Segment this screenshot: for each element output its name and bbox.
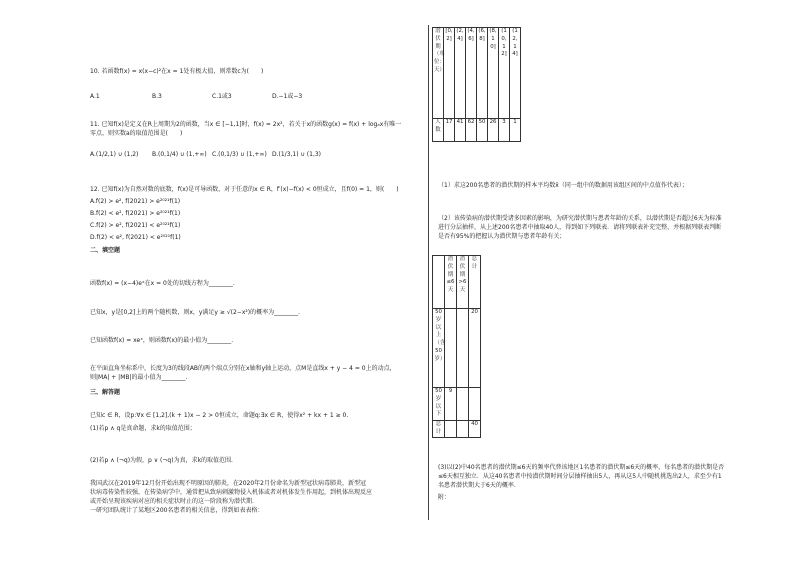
q17-part1: (1)若p ∧ q是真命题，求k的取值范围；: [90, 425, 196, 432]
table-column-header: 潜伏期>6天: [457, 256, 469, 309]
table-row: [433, 309, 481, 388]
table-column-header: (12,14]: [510, 28, 521, 119]
q10-option-b: B.3: [152, 93, 162, 100]
q17-part2: (2)若p ∧ (¬q)为假，p ∨ (¬q)为真，求k的取值范围.: [90, 457, 233, 464]
q11-stem-2: 零点，则实数a的取值范围是( ): [90, 130, 183, 137]
table-column-header: (2,4]: [455, 28, 466, 119]
table-cell: [457, 309, 469, 388]
q11-option-d: D.(1/3,1) ∪ (1,3): [272, 151, 322, 158]
fill-question-16: 在平面直角坐标系中，长度为3的线段AB的两个端点分别在x轴和y轴上运动，点M是直线x + y − 4 = 0上的动点，: [90, 365, 396, 372]
q18-part1: （1）求这200名患者的潜伏期的样本平均数x̄（同一组中的数据用该组区间的中点值作代表）；: [438, 182, 688, 189]
q12-option-a: A.f(2) > e², f(2021) > e²⁰²¹f(1): [90, 198, 181, 205]
q11-stem: 11. 已知f(x)是定义在R上周期为2的函数，当x ∈ [−1,1]时，f(x) = 2x²，若关于x的函数g(x) = f(x) + logₐx有唯一: [90, 121, 402, 128]
fill-question-13: 函数f(x) = (x−4)eˣ在x = 0处的切线方程为________.: [90, 280, 235, 287]
q18-line2: 状病毒传染性较强，在传染病学中，通常把从致病刺激物侵入机体或者对机体发生作用起，到机体出现反应: [90, 489, 373, 496]
table-corner-cell: [433, 256, 445, 309]
table-row-label: 50岁以上（含50岁）: [433, 309, 445, 388]
q18-part3-line3: 名患者潜伏期大于6天的概率.: [438, 482, 516, 489]
incubation-table: [432, 27, 521, 142]
table-column-header: 总计: [469, 256, 481, 309]
table-row-label: 人数: [433, 119, 444, 142]
table-cell: 3: [499, 119, 510, 142]
fill-question-15: 已知函数f(x) = xeˣ，则函数f(x)的最小值为________.: [90, 337, 234, 344]
q18-part2-line1: （2）该传染病的潜伏期受诸多因素的影响，为研究潜伏期与患者年龄的关系，以潜伏期是否超过6天为标准: [438, 215, 722, 222]
fill-question-16-line2: 则|MA| + |MB|的最小值为________.: [90, 374, 188, 381]
table-column-header: (4,6]: [466, 28, 477, 119]
table-cell: [457, 388, 469, 421]
table-column-header: (6,8]: [477, 28, 488, 119]
table-cell: 62: [466, 119, 477, 142]
table-column-header: 潜伏期≤6天: [445, 256, 457, 309]
table-cell: 1: [510, 119, 521, 142]
table-cell: 41: [455, 119, 466, 142]
table-cell: [445, 421, 457, 438]
q10-option-c: C.1或3: [212, 93, 232, 100]
fill-question-14: 已知x，y是[0,2]上的两个随机数，则x，y满足y ≥ √(2−x²)的概率为________.: [90, 309, 301, 316]
q12-option-d: D.f(2) < e², f(2021) < e²⁰²¹f(1): [90, 234, 181, 241]
table-row: [433, 119, 521, 142]
q18-part3-line2: ≤6天相互独立．从这40名患者中按潜伏期时间分层抽样抽出5人，再从这5人中随机挑选出2人，求至少有1: [438, 473, 722, 480]
q18-part2-line3: 是否有95%的把握认为潜伏期与患者年龄有关；: [438, 233, 566, 240]
q11-option-a: A.(1/2,1) ∪ (1,2): [90, 151, 139, 158]
section-answer-heading: 三、解答题: [90, 389, 121, 396]
table-cell: 50: [477, 119, 488, 142]
table-cell: 20: [469, 309, 481, 388]
q18-line1: 我国武汉在2019年12月份开始出现不明原因的肺炎，在2020年2月份命名为新型冠状病毒肺炎，新型冠: [90, 480, 366, 487]
q18-part2-line2: 进行分层抽样，从上述200名患者中抽取40人，得到如下列联表．请将列联表补充完整，并根据列联表判断: [438, 224, 722, 231]
appendix-label: 附：: [438, 494, 451, 501]
table-cell: 40: [469, 421, 481, 438]
q12-stem: 12. 已知f(x)为自然对数的底数，f(x)是可导函数，对于任意的x ∈ R，f′(x)−f(x) < 0恒成立，且f(0) = 1，则( ): [90, 186, 399, 193]
q11-option-c: C.(0,1/3) ∪ (1,+∞): [212, 151, 267, 158]
table-column-header: (8,10]: [488, 28, 499, 119]
q18-part3-line1: (3)以(2)中40名患者的潜伏期≤6天的频率代替该地区1名患者的潜伏期≤6天的概率，每名患者的潜伏期是否: [438, 464, 725, 471]
table-row: [433, 28, 521, 119]
q12-option-b: B.f(2) < e², f(2021) > e²⁰²¹f(1): [90, 210, 181, 217]
q10-option-d: D.−1或−3: [272, 93, 303, 100]
q10-stem: 10. 若函数f(x) = x(x−c)²在x = 1处有极大值，则常数c为( ): [90, 68, 264, 75]
table-cell: [469, 388, 481, 421]
q18-line3: 或开始呈现该疾病对应的相关症状时止的这一阶段称为潜伏期.: [90, 498, 254, 505]
table-cell: [445, 309, 457, 388]
contingency-table: [432, 255, 481, 438]
table-column-header: (10,12]: [499, 28, 510, 119]
table-row-label: 50岁以下: [433, 388, 445, 421]
q18-line4: 一研究团队统计了某地区200名患者的相关信息，得到如表表格：: [90, 507, 264, 514]
section-fill-heading: 二、填空题: [90, 247, 121, 254]
table-row: [433, 421, 481, 438]
column-divider: [428, 25, 429, 520]
table-cell: 26: [488, 119, 499, 142]
table-cell: [457, 421, 469, 438]
q11-option-b: B.(0,1/4) ∪ (1,+∞): [152, 151, 207, 158]
q12-option-c: C.f(2) > e², f(2021) < e²⁰²¹f(1): [90, 222, 181, 229]
table-cell: 17: [444, 119, 455, 142]
table-row: [433, 256, 481, 309]
table-cell: 9: [445, 388, 457, 421]
q10-option-a: A.1: [90, 93, 100, 100]
table-header-label: 潜伏期（单位：天）: [433, 28, 444, 119]
table-row: [433, 388, 481, 421]
q17-stem: 已知c ∈ R，设p:∀x ∈ [1,2],(k + 1)x − 2 > 0恒成立，命题q:∃x ∈ R，使得x² + kx + 1 ≥ 0.: [90, 412, 349, 419]
table-row-label: 总计: [433, 421, 445, 438]
table-column-header: [0,2]: [444, 28, 455, 119]
